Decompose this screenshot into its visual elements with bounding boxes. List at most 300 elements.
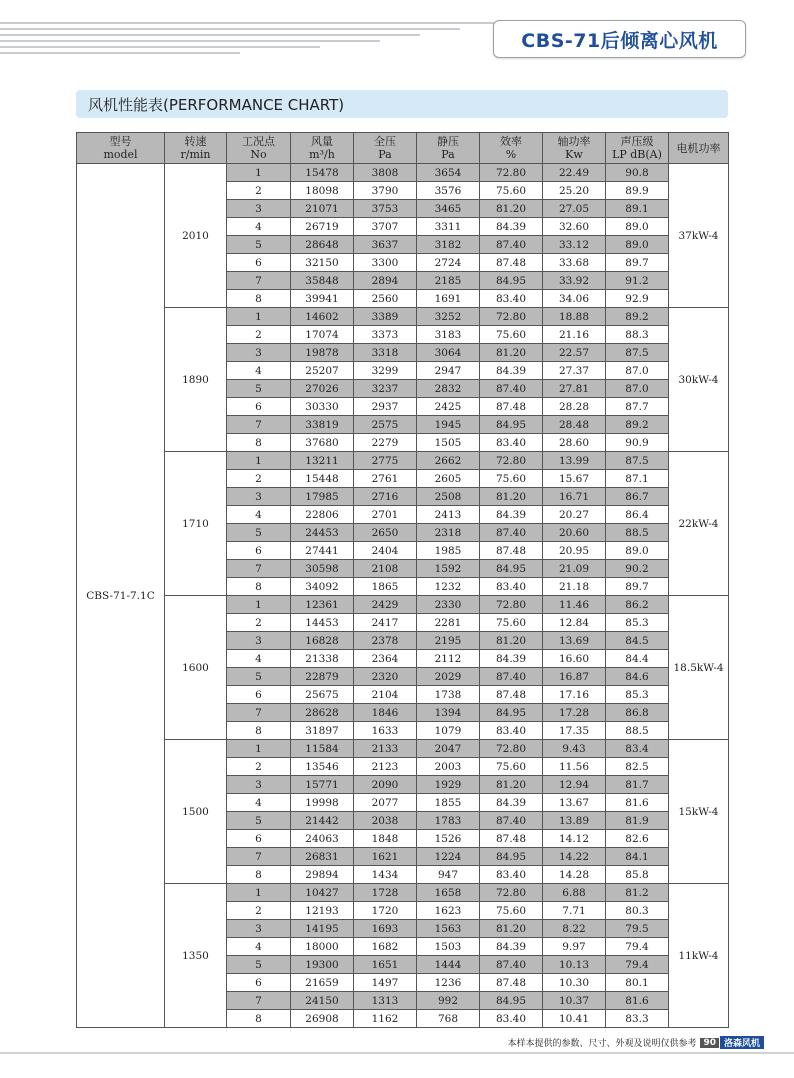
table-cell: 11.56: [543, 758, 606, 776]
table-cell: 2425: [417, 398, 480, 416]
table-cell: 1592: [417, 560, 480, 578]
table-cell: 83.3: [606, 1010, 669, 1028]
table-cell: 2: [227, 758, 291, 776]
table-cell: 4: [227, 938, 291, 956]
section-title: 风机性能表(PERFORMANCE CHART): [88, 95, 345, 114]
footer: [507, 1036, 764, 1049]
table-cell: 84.39: [480, 362, 543, 380]
table-cell: 20.95: [543, 542, 606, 560]
table-cell: 3182: [417, 236, 480, 254]
table-cell: 89.9: [606, 182, 669, 200]
table-cell: 6: [227, 542, 291, 560]
table-cell: 83.40: [480, 434, 543, 452]
table-cell: 13211: [291, 452, 354, 470]
table-cell: 12361: [291, 596, 354, 614]
table-cell: 19878: [291, 344, 354, 362]
table-row: [77, 452, 729, 470]
speed-cell: 1350: [165, 884, 227, 1028]
table-cell: 1693: [354, 920, 417, 938]
table-cell: 4: [227, 506, 291, 524]
table-cell: 15448: [291, 470, 354, 488]
table-cell: 7.71: [543, 902, 606, 920]
table-cell: 1691: [417, 290, 480, 308]
table-cell: 87.5: [606, 452, 669, 470]
table-cell: 81.20: [480, 776, 543, 794]
motor-power-cell: 18.5kW-4: [669, 596, 729, 740]
table-cell: 8.22: [543, 920, 606, 938]
table-cell: 87.48: [480, 974, 543, 992]
table-cell: 14195: [291, 920, 354, 938]
column-header-cn: 全压: [374, 135, 396, 148]
table-cell: 7: [227, 560, 291, 578]
table-cell: 12.84: [543, 614, 606, 632]
table-cell: 27026: [291, 380, 354, 398]
column-header: [669, 133, 729, 164]
table-cell: 2195: [417, 632, 480, 650]
table-cell: 10.30: [543, 974, 606, 992]
table-cell: 1929: [417, 776, 480, 794]
table-cell: 2029: [417, 668, 480, 686]
table-cell: 17.35: [543, 722, 606, 740]
speed-cell: 1500: [165, 740, 227, 884]
table-cell: 84.39: [480, 218, 543, 236]
table-cell: 5: [227, 524, 291, 542]
table-cell: 89.0: [606, 542, 669, 560]
table-cell: 84.95: [480, 416, 543, 434]
table-cell: 85.8: [606, 866, 669, 884]
table-cell: 1621: [354, 848, 417, 866]
table-cell: 1: [227, 164, 291, 182]
table-cell: 2378: [354, 632, 417, 650]
table-cell: 8: [227, 866, 291, 884]
speed-cell: 1600: [165, 596, 227, 740]
table-cell: 33.12: [543, 236, 606, 254]
table-cell: 1232: [417, 578, 480, 596]
table-cell: 86.8: [606, 704, 669, 722]
table-cell: 33819: [291, 416, 354, 434]
table-cell: 947: [417, 866, 480, 884]
table-cell: 17985: [291, 488, 354, 506]
table-cell: 1865: [354, 578, 417, 596]
table-cell: 2281: [417, 614, 480, 632]
table-cell: 7: [227, 848, 291, 866]
table-cell: 1563: [417, 920, 480, 938]
table-cell: 3: [227, 200, 291, 218]
table-cell: 72.80: [480, 164, 543, 182]
model-cell: CBS-71-7.1C: [77, 164, 165, 1028]
table-cell: 21.16: [543, 326, 606, 344]
table-cell: 87.0: [606, 362, 669, 380]
table-cell: 1079: [417, 722, 480, 740]
table-cell: 3654: [417, 164, 480, 182]
table-cell: 2123: [354, 758, 417, 776]
table-cell: 8: [227, 578, 291, 596]
table-cell: 1738: [417, 686, 480, 704]
table-cell: 33.92: [543, 272, 606, 290]
table-cell: 26908: [291, 1010, 354, 1028]
table-cell: 17.28: [543, 704, 606, 722]
table-cell: 80.3: [606, 902, 669, 920]
table-cell: 13.67: [543, 794, 606, 812]
column-header-cn: 声压级: [620, 135, 654, 148]
table-cell: 87.40: [480, 668, 543, 686]
header-decoration: [0, 22, 520, 62]
table-cell: 1945: [417, 416, 480, 434]
table-cell: 2279: [354, 434, 417, 452]
table-cell: 3: [227, 920, 291, 938]
table-cell: 7: [227, 704, 291, 722]
table-cell: 2575: [354, 416, 417, 434]
table-cell: 12.94: [543, 776, 606, 794]
table-cell: 3637: [354, 236, 417, 254]
table-cell: 72.80: [480, 308, 543, 326]
table-cell: 768: [417, 1010, 480, 1028]
table-cell: 3465: [417, 200, 480, 218]
table-cell: 81.2: [606, 884, 669, 902]
table-cell: 4: [227, 362, 291, 380]
table-cell: 25675: [291, 686, 354, 704]
table-cell: 1985: [417, 542, 480, 560]
table-cell: 79.4: [606, 938, 669, 956]
table-cell: 84.5: [606, 632, 669, 650]
page-title: CBS-71后倾离心风机: [521, 29, 718, 52]
table-cell: 14.22: [543, 848, 606, 866]
table-cell: 12193: [291, 902, 354, 920]
motor-power-cell: 15kW-4: [669, 740, 729, 884]
column-header-cn: 工况点: [242, 135, 275, 148]
table-cell: 20.60: [543, 524, 606, 542]
table-cell: 15771: [291, 776, 354, 794]
table-cell: 86.2: [606, 596, 669, 614]
bottom-divider: [0, 1052, 794, 1054]
table-cell: 28648: [291, 236, 354, 254]
column-header: [606, 133, 669, 164]
table-cell: 3299: [354, 362, 417, 380]
table-cell: 84.39: [480, 506, 543, 524]
table-cell: 29894: [291, 866, 354, 884]
table-cell: 87.40: [480, 956, 543, 974]
table-cell: 27.37: [543, 362, 606, 380]
table-cell: 90.2: [606, 560, 669, 578]
table-cell: 87.48: [480, 830, 543, 848]
table-cell: 21442: [291, 812, 354, 830]
table-cell: 2077: [354, 794, 417, 812]
column-header: [165, 133, 227, 164]
table-cell: 89.1: [606, 200, 669, 218]
table-cell: 75.60: [480, 182, 543, 200]
column-header-cn: 风量: [311, 135, 333, 148]
table-cell: 16.87: [543, 668, 606, 686]
table-cell: 13546: [291, 758, 354, 776]
table-cell: 25.20: [543, 182, 606, 200]
table-cell: 79.4: [606, 956, 669, 974]
table-cell: 1: [227, 740, 291, 758]
table-cell: 6.88: [543, 884, 606, 902]
table-cell: 8: [227, 722, 291, 740]
table-cell: 2650: [354, 524, 417, 542]
table-cell: 1682: [354, 938, 417, 956]
table-cell: 3183: [417, 326, 480, 344]
motor-power-cell: 22kW-4: [669, 452, 729, 596]
table-cell: 27441: [291, 542, 354, 560]
table-cell: 2: [227, 182, 291, 200]
table-cell: 1394: [417, 704, 480, 722]
table-cell: 6: [227, 254, 291, 272]
table-cell: 7: [227, 272, 291, 290]
table-cell: 72.80: [480, 596, 543, 614]
table-cell: 7: [227, 992, 291, 1010]
table-cell: 1: [227, 308, 291, 326]
table-cell: 8: [227, 1010, 291, 1028]
table-cell: 84.95: [480, 848, 543, 866]
table-cell: 2330: [417, 596, 480, 614]
table-cell: 11.46: [543, 596, 606, 614]
table-cell: 9.43: [543, 740, 606, 758]
table-cell: 72.80: [480, 452, 543, 470]
table-cell: 89.7: [606, 254, 669, 272]
table-cell: 90.8: [606, 164, 669, 182]
table-cell: 2185: [417, 272, 480, 290]
column-header-cn: 电机功率: [676, 141, 721, 155]
table-cell: 75.60: [480, 326, 543, 344]
table-cell: 3: [227, 488, 291, 506]
table-cell: 2: [227, 326, 291, 344]
table-cell: 13.99: [543, 452, 606, 470]
table-cell: 6: [227, 398, 291, 416]
table-cell: 14.12: [543, 830, 606, 848]
table-cell: 86.4: [606, 506, 669, 524]
speed-cell: 2010: [165, 164, 227, 308]
table-cell: 26719: [291, 218, 354, 236]
table-cell: 83.40: [480, 578, 543, 596]
table-cell: 2108: [354, 560, 417, 578]
table-cell: 5: [227, 956, 291, 974]
column-header: [227, 133, 291, 164]
table-cell: 16828: [291, 632, 354, 650]
table-cell: 1236: [417, 974, 480, 992]
table-cell: 81.20: [480, 344, 543, 362]
table-cell: 84.95: [480, 560, 543, 578]
table-cell: 87.7: [606, 398, 669, 416]
table-cell: 81.20: [480, 920, 543, 938]
table-cell: 87.40: [480, 524, 543, 542]
table-cell: 87.48: [480, 398, 543, 416]
table-cell: 3318: [354, 344, 417, 362]
table-cell: 81.20: [480, 632, 543, 650]
table-cell: 87.40: [480, 812, 543, 830]
table-cell: 1783: [417, 812, 480, 830]
table-cell: 17074: [291, 326, 354, 344]
table-cell: 84.95: [480, 704, 543, 722]
table-cell: 18098: [291, 182, 354, 200]
column-header-en: m³/h: [309, 148, 335, 161]
table-cell: 1434: [354, 866, 417, 884]
table-cell: 2404: [354, 542, 417, 560]
table-cell: 10427: [291, 884, 354, 902]
table-cell: 3790: [354, 182, 417, 200]
table-cell: 10.37: [543, 992, 606, 1010]
column-header: [291, 133, 354, 164]
table-cell: 87.0: [606, 380, 669, 398]
table-cell: 8: [227, 434, 291, 452]
table-cell: 2832: [417, 380, 480, 398]
table-cell: 3: [227, 344, 291, 362]
column-header-cn: 轴功率: [557, 135, 591, 148]
table-cell: 10.41: [543, 1010, 606, 1028]
table-cell: 3237: [354, 380, 417, 398]
column-header: [417, 133, 480, 164]
table-cell: 79.5: [606, 920, 669, 938]
table-cell: 2761: [354, 470, 417, 488]
table-cell: 39941: [291, 290, 354, 308]
motor-power-cell: 37kW-4: [669, 164, 729, 308]
table-cell: 13.69: [543, 632, 606, 650]
table-cell: 87.40: [480, 380, 543, 398]
table-cell: 3064: [417, 344, 480, 362]
table-cell: 1: [227, 596, 291, 614]
table-cell: 2894: [354, 272, 417, 290]
table-cell: 88.5: [606, 722, 669, 740]
table-cell: 20.27: [543, 506, 606, 524]
speed-cell: 1890: [165, 308, 227, 452]
table-cell: 2508: [417, 488, 480, 506]
table-cell: 81.6: [606, 794, 669, 812]
table-cell: 84.39: [480, 794, 543, 812]
page-header-title-box: [493, 20, 746, 58]
table-cell: 83.40: [480, 290, 543, 308]
table-cell: 1: [227, 884, 291, 902]
table-row: [77, 308, 729, 326]
column-header: [354, 133, 417, 164]
table-cell: 2133: [354, 740, 417, 758]
table-cell: 6: [227, 830, 291, 848]
column-header-en: Pa: [378, 148, 392, 161]
table-cell: 1313: [354, 992, 417, 1010]
table-cell: 84.95: [480, 992, 543, 1010]
column-header-en: r/min: [180, 148, 211, 161]
table-cell: 1846: [354, 704, 417, 722]
table-cell: 1855: [417, 794, 480, 812]
table-cell: 30598: [291, 560, 354, 578]
table-body: [77, 164, 729, 1028]
table-cell: 3808: [354, 164, 417, 182]
table-cell: 3300: [354, 254, 417, 272]
table-cell: 1: [227, 452, 291, 470]
table-cell: 1444: [417, 956, 480, 974]
table-cell: 1658: [417, 884, 480, 902]
footer-brand: 洛森风机: [720, 1036, 764, 1049]
table-cell: 86.7: [606, 488, 669, 506]
table-cell: 28.28: [543, 398, 606, 416]
table-row: [77, 884, 729, 902]
table-cell: 2605: [417, 470, 480, 488]
table-cell: 84.1: [606, 848, 669, 866]
table-cell: 22.57: [543, 344, 606, 362]
table-cell: 2716: [354, 488, 417, 506]
table-cell: 85.3: [606, 614, 669, 632]
table-cell: 27.05: [543, 200, 606, 218]
table-cell: 14602: [291, 308, 354, 326]
table-cell: 75.60: [480, 470, 543, 488]
table-cell: 90.9: [606, 434, 669, 452]
table-cell: 75.60: [480, 758, 543, 776]
table-cell: 19300: [291, 956, 354, 974]
table-cell: 2090: [354, 776, 417, 794]
table-cell: 89.0: [606, 218, 669, 236]
table-cell: 3: [227, 776, 291, 794]
table-cell: 2775: [354, 452, 417, 470]
table-cell: 81.6: [606, 992, 669, 1010]
table-cell: 88.3: [606, 326, 669, 344]
table-cell: 3753: [354, 200, 417, 218]
table-row: [77, 596, 729, 614]
table-cell: 34092: [291, 578, 354, 596]
table-cell: 37680: [291, 434, 354, 452]
table-cell: 32150: [291, 254, 354, 272]
table-cell: 1728: [354, 884, 417, 902]
table-cell: 87.48: [480, 542, 543, 560]
table-cell: 3: [227, 632, 291, 650]
table-cell: 2: [227, 902, 291, 920]
table-cell: 2413: [417, 506, 480, 524]
table-cell: 1720: [354, 902, 417, 920]
table-cell: 2: [227, 470, 291, 488]
table-cell: 34.06: [543, 290, 606, 308]
table-cell: 4: [227, 218, 291, 236]
table-cell: 1848: [354, 830, 417, 848]
table-cell: 3576: [417, 182, 480, 200]
table-cell: 1651: [354, 956, 417, 974]
table-cell: 6: [227, 686, 291, 704]
table-cell: 1224: [417, 848, 480, 866]
table-cell: 84.4: [606, 650, 669, 668]
footer-note: 本样本提供的参数、尺寸、外观及说明仅供参考: [507, 1039, 697, 1049]
table-cell: 89.0: [606, 236, 669, 254]
table-cell: 24453: [291, 524, 354, 542]
table-cell: 7: [227, 416, 291, 434]
table-cell: 21071: [291, 200, 354, 218]
table-cell: 16.60: [543, 650, 606, 668]
table-cell: 87.48: [480, 254, 543, 272]
table-cell: 2701: [354, 506, 417, 524]
table-cell: 87.1: [606, 470, 669, 488]
column-header: [77, 133, 165, 164]
table-cell: 11584: [291, 740, 354, 758]
column-header-cn: 静压: [437, 135, 459, 148]
table-cell: 13.89: [543, 812, 606, 830]
motor-power-cell: 11kW-4: [669, 884, 729, 1028]
table-cell: 21338: [291, 650, 354, 668]
table-cell: 9.97: [543, 938, 606, 956]
table-cell: 17.16: [543, 686, 606, 704]
table-cell: 89.2: [606, 308, 669, 326]
section-title-bar: [76, 90, 728, 118]
table-cell: 19998: [291, 794, 354, 812]
page-number: 90: [700, 1038, 719, 1048]
table-cell: 81.20: [480, 200, 543, 218]
table-cell: 81.7: [606, 776, 669, 794]
table-cell: 2047: [417, 740, 480, 758]
table-cell: 1633: [354, 722, 417, 740]
table-cell: 4: [227, 650, 291, 668]
table-cell: 84.39: [480, 938, 543, 956]
table-cell: 21.09: [543, 560, 606, 578]
table-cell: 81.9: [606, 812, 669, 830]
table-cell: 3373: [354, 326, 417, 344]
table-cell: 2417: [354, 614, 417, 632]
table-cell: 35848: [291, 272, 354, 290]
table-cell: 27.81: [543, 380, 606, 398]
